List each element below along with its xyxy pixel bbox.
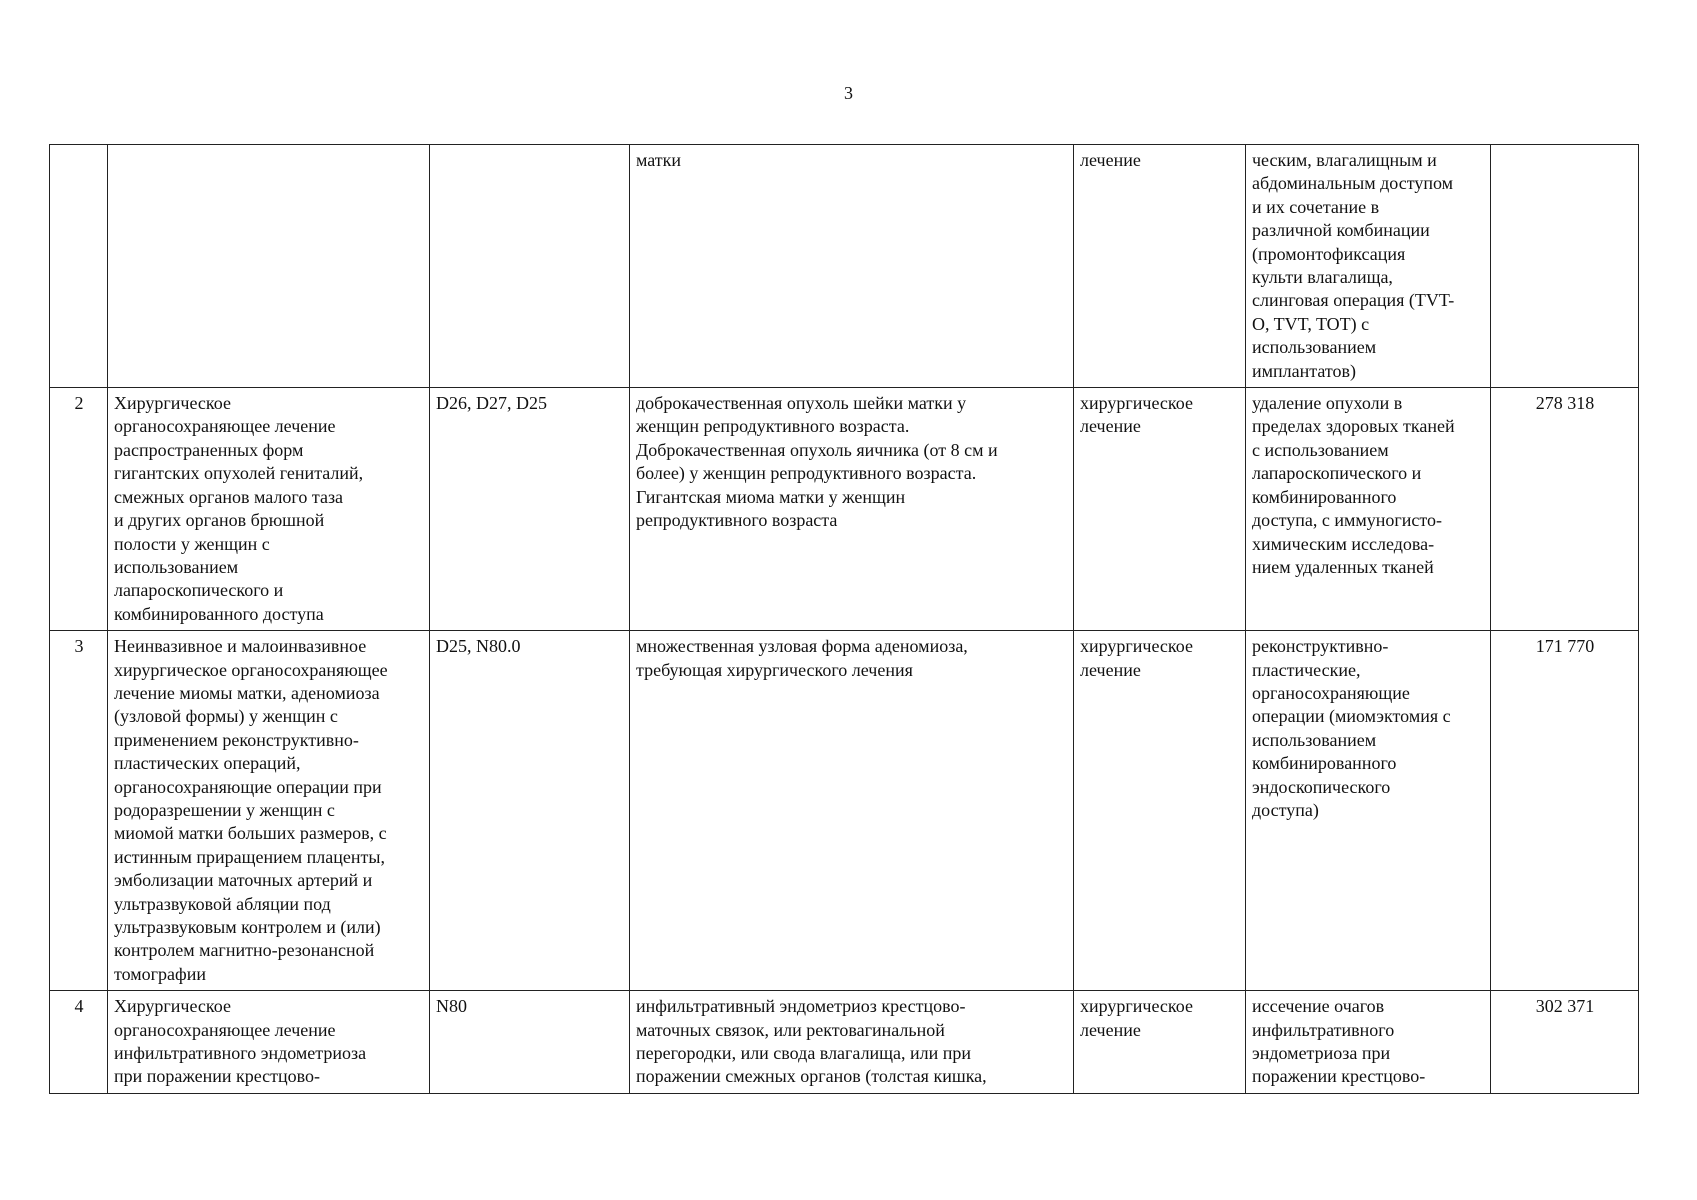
treatment-type-cell [1074, 145, 1246, 388]
text-line: комбинированного доступа [114, 603, 324, 624]
table-row [50, 631, 1639, 991]
text-line: инфильтративного эндометриоза [114, 1043, 367, 1064]
text-line: лечение миомы матки, аденомиоза [114, 682, 380, 703]
services-table [49, 144, 1639, 1094]
treatment-type-cell [1074, 388, 1246, 631]
cell-text: 171 770 [1535, 636, 1595, 657]
text-line: репродуктивного возраста [636, 510, 838, 531]
text-line: хирургическое [1080, 996, 1193, 1017]
text-line: хирургическое [1080, 636, 1193, 657]
text-line: доступа, с иммуногисто- [1252, 510, 1443, 531]
cell-text: D25, N80.0 [436, 636, 521, 657]
icd-codes-cell [430, 991, 630, 1094]
text-line: пределах здоровых тканей [1252, 416, 1455, 437]
text-line: операции (миомэктомия с [1252, 706, 1451, 727]
treatment-method-cell [1246, 145, 1491, 388]
text-line: поражении крестцово- [1252, 1066, 1426, 1087]
text-line: ческим, влагалищным и [1252, 150, 1437, 170]
text-line: иссечение очагов [1252, 996, 1385, 1017]
text-line: имплантатов) [1252, 360, 1356, 381]
cost-cell [1491, 145, 1639, 388]
text-line: лечение [1080, 1019, 1141, 1040]
text-line: (промонтофиксация [1252, 243, 1406, 264]
text-line: лапароскопического и [1252, 463, 1422, 484]
patient-model-cell [630, 388, 1074, 631]
text-line: гигантских опухолей гениталий, [114, 463, 364, 484]
text-line: использованием [1252, 729, 1377, 750]
service-name-cell [108, 991, 430, 1094]
text-line: органосохраняющие операции при [114, 776, 382, 797]
row-number-cell [50, 631, 108, 991]
service-name-cell [108, 388, 430, 631]
text-line: культи влагалища, [1252, 267, 1393, 288]
text-line: и их сочетание в [1252, 196, 1380, 217]
table-row [50, 145, 1639, 388]
text-line: нием удаленных тканей [1252, 556, 1434, 577]
cell-text: D26, D27, D25 [436, 393, 547, 414]
text-line: инфильтративный эндометриоз крестцово- [636, 996, 966, 1017]
text-line: применением реконструктивно- [114, 729, 359, 750]
page-number: 3 [844, 83, 853, 103]
text-line: Неинвазивное и малоинвазивное [114, 636, 367, 657]
text-line: комбинированного [1252, 753, 1397, 774]
text-line: Доброкачественная опухоль яичника (от 8 см и [636, 439, 998, 460]
treatment-method-cell [1246, 991, 1491, 1094]
text-line: маточных связок, или ректовагинальной [636, 1019, 945, 1040]
patient-model-cell [630, 145, 1074, 388]
text-line: контролем магнитно-резонансной [114, 940, 375, 961]
text-line: хирургическое органосохраняющее [114, 659, 388, 680]
treatment-type-cell [1074, 991, 1246, 1094]
text-line: эмболизации маточных артерий и [114, 870, 373, 891]
cell-text: 278 318 [1535, 393, 1595, 414]
text-line: лапароскопического и [114, 580, 284, 601]
table-row [50, 388, 1639, 631]
text-line: органосохраняющие [1252, 682, 1410, 703]
icd-codes-cell [430, 631, 630, 991]
text-line: истинным приращением плаценты, [114, 846, 385, 867]
icd-codes-cell [430, 145, 630, 388]
text-line: множественная узловая форма аденомиоза, [636, 636, 968, 657]
text-line: распространенных форм [114, 439, 304, 460]
text-line: реконструктивно- [1252, 636, 1389, 657]
cost-cell [1491, 388, 1639, 631]
text-line: доброкачественная опухоль шейки матки у [636, 393, 967, 414]
text-line: инфильтративного [1252, 1019, 1395, 1040]
patient-model-cell [630, 991, 1074, 1094]
row-number-cell [50, 388, 108, 631]
text-line: Гигантская миома матки у женщин [636, 486, 906, 507]
cell-text: N80 [436, 996, 467, 1017]
service-name-cell [108, 145, 430, 388]
icd-codes-cell [430, 388, 630, 631]
text-line: различной комбинации [1252, 220, 1430, 241]
text-line: удаление опухоли в [1252, 393, 1403, 414]
text-line: при поражении крестцово- [114, 1066, 321, 1087]
text-line: лечение [1080, 659, 1141, 680]
row-number-cell [50, 991, 108, 1094]
treatment-method-cell [1246, 631, 1491, 991]
text-line: с использованием [1252, 439, 1389, 460]
text-line: Хирургическое [114, 996, 231, 1017]
cell-text: 2 [74, 393, 84, 414]
text-line: хирургическое [1080, 393, 1193, 414]
treatment-method-cell [1246, 388, 1491, 631]
text-line: пластических операций, [114, 753, 301, 774]
text-line: миомой матки больших размеров, с [114, 823, 387, 844]
table-row [50, 991, 1639, 1094]
text-line: матки [636, 150, 682, 170]
text-line: O, TVT, TOT) с [1252, 313, 1370, 334]
text-line: комбинированного [1252, 486, 1397, 507]
text-line: эндометриоза при [1252, 1043, 1391, 1064]
text-line: поражении смежных органов (толстая кишка, [636, 1066, 987, 1087]
text-line: эндоскопического [1252, 776, 1391, 797]
cell-text: 4 [74, 996, 84, 1017]
cost-cell [1491, 631, 1639, 991]
text-line: ультразвуковой абляции под [114, 893, 331, 914]
text-line: и других органов брюшной [114, 510, 325, 531]
text-line: лечение [1080, 150, 1141, 170]
text-line: более) у женщин репродуктивного возраста. [636, 463, 977, 484]
text-line: доступа) [1252, 799, 1319, 820]
cell-text: 302 371 [1535, 996, 1595, 1017]
text-line: перегородки, или свода влагалища, или при [636, 1043, 972, 1064]
cell-text: 3 [74, 636, 84, 657]
service-name-cell [108, 631, 430, 991]
text-line: слинговая операция (TVT- [1252, 290, 1455, 311]
text-line: требующая хирургического лечения [636, 659, 913, 680]
text-line: Хирургическое [114, 393, 231, 414]
text-line: абдоминальным доступом [1252, 173, 1454, 194]
patient-model-cell [630, 631, 1074, 991]
text-line: (узловой формы) у женщин с [114, 706, 338, 727]
treatment-type-cell [1074, 631, 1246, 991]
text-line: женщин репродуктивного возраста. [636, 416, 910, 437]
text-line: химическим исследова- [1252, 533, 1435, 554]
text-line: полости у женщин с [114, 533, 270, 554]
text-line: органосохраняющее лечение [114, 416, 336, 437]
text-line: смежных органов малого таза [114, 486, 344, 507]
text-line: использованием [1252, 337, 1377, 358]
cost-cell [1491, 991, 1639, 1094]
text-line: использованием [114, 556, 239, 577]
row-number-cell [50, 145, 108, 388]
text-line: томографии [114, 963, 206, 984]
text-line: родоразрешении у женщин с [114, 799, 335, 820]
text-line: ультразвуковым контролем и (или) [114, 917, 381, 937]
text-line: лечение [1080, 416, 1141, 437]
text-line: органосохраняющее лечение [114, 1019, 336, 1040]
text-line: пластические, [1252, 659, 1361, 680]
